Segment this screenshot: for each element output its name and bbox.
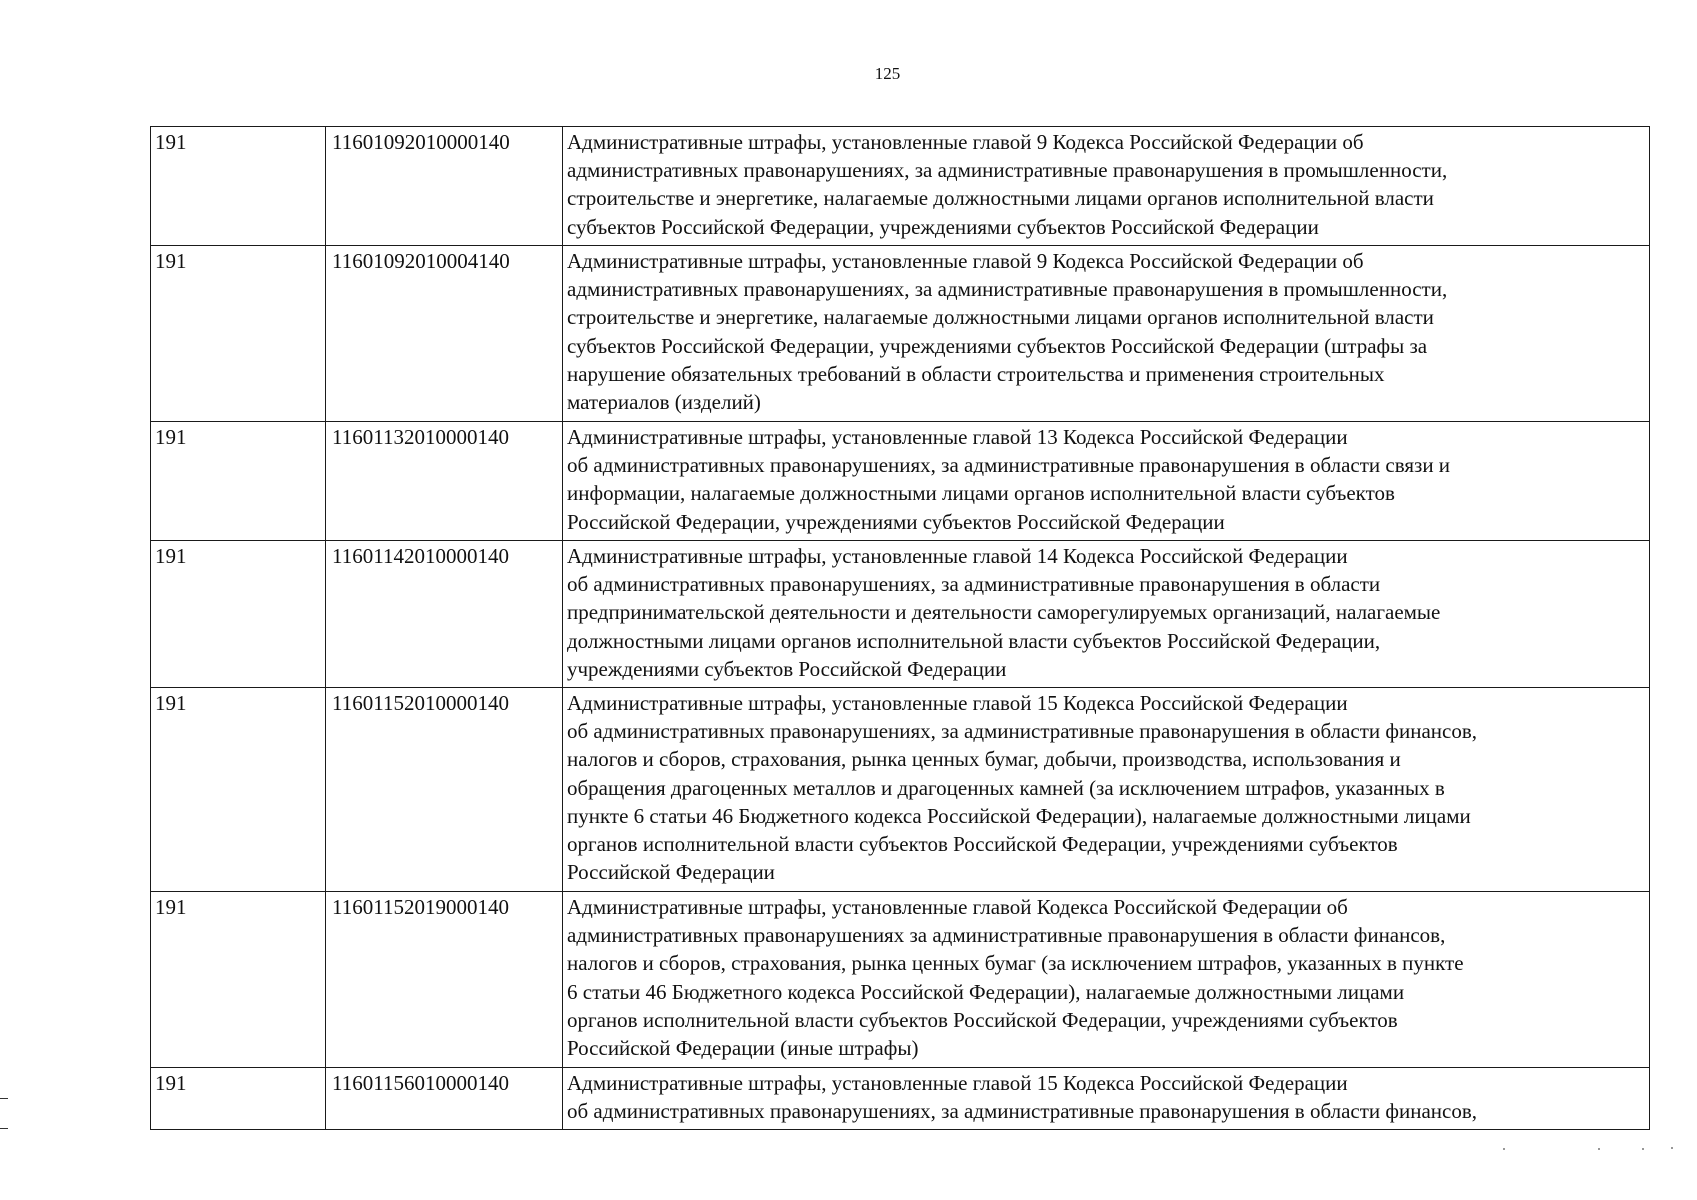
budget-code-cell: 11601152019000140 [326, 892, 563, 1068]
description-line: информации, налагаемые должностными лицами органов исполнительной власти субъектов [567, 481, 1395, 506]
scan-speck [1503, 1148, 1505, 1150]
description-line: Российской Федерации (иные штрафы) [567, 1036, 919, 1061]
table-row [151, 422, 1650, 541]
admin-code-cell: 191 [151, 892, 326, 1068]
scan-margin-mark [0, 1128, 8, 1129]
budget-code-cell: 11601152010000140 [326, 688, 563, 892]
description-line: Административные штрафы, установленные главой 15 Кодекса Российской Федерации [567, 691, 1348, 715]
description-line: Административные штрафы, установленные главой Кодекса Российской Федерации об [567, 895, 1348, 919]
page-number: 125 [874, 64, 901, 83]
description-line: субъектов Российской Федерации, учреждениями субъектов Российской Федерации (штрафы за [567, 333, 1428, 358]
description-cell [563, 422, 1650, 541]
scan-speck [1598, 1148, 1600, 1150]
description-line: Российской Федерации [567, 860, 775, 885]
admin-code-cell: 191 [151, 127, 326, 246]
budget-codes-table [150, 126, 1650, 1130]
scan-speck [1642, 1148, 1644, 1150]
description-cell [563, 541, 1650, 688]
description-line: Административные штрафы, установленные главой 13 Кодекса Российской Федерации [567, 425, 1348, 449]
table-row [151, 246, 1650, 422]
description-line: об административных правонарушениях, за административные правонарушения в области [567, 572, 1381, 597]
description-line: пункте 6 статьи 46 Бюджетного кодекса Российской Федерации), налагаемые должностными лицами [567, 803, 1471, 828]
description-line: налогов и сборов, страхования, рынка ценных бумаг, добычи, производства, использования и [567, 747, 1401, 772]
description-line: нарушение обязательных требований в области строительства и применения строительных [567, 361, 1385, 386]
budget-code-cell: 11601142010000140 [326, 541, 563, 688]
description-line: Административные штрафы, установленные главой 9 Кодекса Российской Федерации об [567, 249, 1364, 273]
description-line: Административные штрафы, установленные главой 14 Кодекса Российской Федерации [567, 544, 1348, 568]
description-line: органов исполнительной власти субъектов Российской Федерации, учреждениями субъектов [567, 832, 1398, 857]
admin-code-cell: 191 [151, 246, 326, 422]
budget-code-cell: 11601156010000140 [326, 1068, 563, 1130]
budget-code-cell: 11601092010004140 [326, 246, 563, 422]
description-line: административных правонарушениях, за административные правонарушения в промышленности, [567, 277, 1448, 302]
description-line: обращения драгоценных металлов и драгоценных камней (за исключением штрафов, указанных в [567, 775, 1445, 800]
admin-code-cell: 191 [151, 422, 326, 541]
description-line: налогов и сборов, страхования, рынка ценных бумаг (за исключением штрафов, указанных в пункте [567, 951, 1464, 976]
description-line: административных правонарушениях за административные правонарушения в области финансов, [567, 923, 1446, 948]
description-cell [563, 1068, 1650, 1130]
description-line: 6 статьи 46 Бюджетного кодекса Российской Федерации), налагаемые должностными лицами [567, 979, 1405, 1004]
description-line: Российской Федерации, учреждениями субъектов Российской Федерации [567, 509, 1225, 534]
admin-code-cell: 191 [151, 1068, 326, 1130]
admin-code-cell: 191 [151, 541, 326, 688]
scan-speck [1671, 1147, 1673, 1149]
description-line: об административных правонарушениях, за административные правонарушения в области связи и [567, 453, 1451, 478]
description-line: административных правонарушениях, за административные правонарушения в промышленности, [567, 158, 1448, 183]
description-line: строительстве и энергетике, налагаемые должностными лицами органов исполнительной власти [567, 305, 1434, 330]
scan-margin-mark [0, 1098, 8, 1099]
description-line: Административные штрафы, установленные главой 9 Кодекса Российской Федерации об [567, 130, 1364, 154]
description-line: учреждениями субъектов Российской Федерации [567, 656, 1007, 681]
description-cell [563, 688, 1650, 892]
table-row [151, 892, 1650, 1068]
budget-code-cell: 11601092010000140 [326, 127, 563, 246]
table-row [151, 1068, 1650, 1130]
table-body [151, 127, 1650, 1130]
budget-code-cell: 11601132010000140 [326, 422, 563, 541]
description-line: органов исполнительной власти субъектов Российской Федерации, учреждениями субъектов [567, 1007, 1398, 1032]
description-line: об административных правонарушениях, за административные правонарушения в области финансов, [567, 1099, 1478, 1124]
description-line: предпринимательской деятельности и деятельности саморегулируемых организаций, налагаемые [567, 600, 1441, 625]
description-cell [563, 892, 1650, 1068]
description-line: Административные штрафы, установленные главой 15 Кодекса Российской Федерации [567, 1071, 1348, 1095]
description-line: субъектов Российской Федерации, учреждениями субъектов Российской Федерации [567, 214, 1319, 239]
table-row [151, 127, 1650, 246]
description-line: должностными лицами органов исполнительной власти субъектов Российской Федерации, [567, 628, 1381, 653]
description-line: об административных правонарушениях, за административные правонарушения в области финансов, [567, 719, 1478, 744]
table-row [151, 541, 1650, 688]
admin-code-cell: 191 [151, 688, 326, 892]
table-row [151, 688, 1650, 892]
description-cell [563, 127, 1650, 246]
description-line: строительстве и энергетике, налагаемые должностными лицами органов исполнительной власти [567, 186, 1434, 211]
description-cell [563, 246, 1650, 422]
description-line: материалов (изделий) [567, 390, 761, 415]
